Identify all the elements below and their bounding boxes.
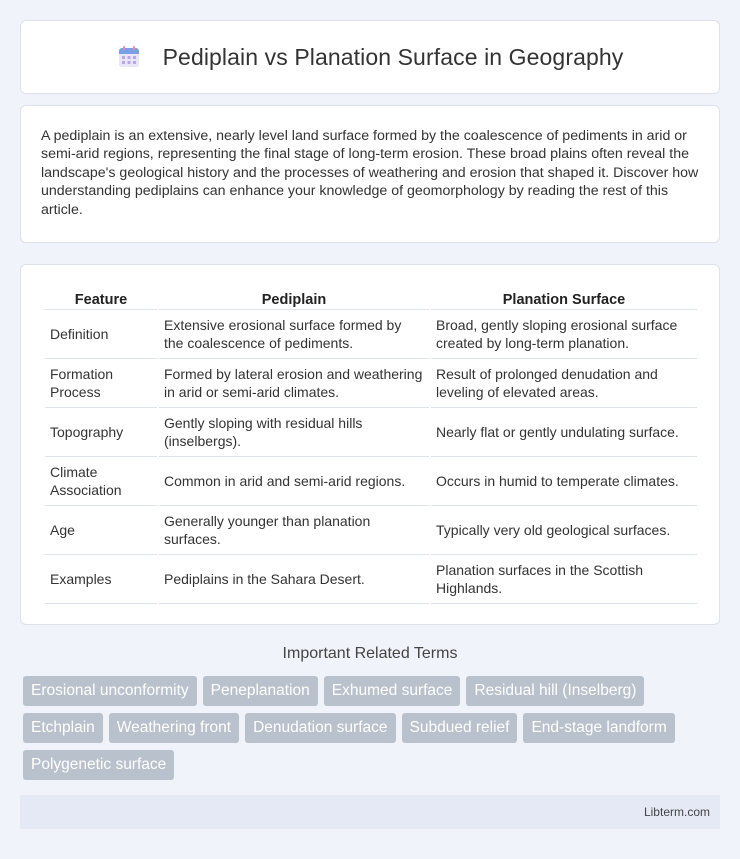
table-header-row [45, 285, 697, 310]
table-row [45, 359, 697, 408]
table-row [45, 408, 697, 457]
row-feature: Definition [45, 310, 157, 359]
related-term-tag[interactable]: Denudation surface [245, 713, 395, 743]
comparison-table [43, 285, 699, 604]
row-feature: Climate Association [45, 457, 157, 506]
row-feature: Examples [45, 555, 157, 604]
page-title: Pediplain vs Planation Surface in Geography [162, 43, 624, 70]
related-term-tag[interactable]: Peneplanation [203, 676, 318, 706]
related-term-tag[interactable]: Weathering front [109, 713, 239, 743]
row-pediplain: Formed by lateral erosion and weathering in arid or semi-arid climates. [159, 359, 429, 408]
row-feature: Formation Process [45, 359, 157, 408]
row-feature: Age [45, 506, 157, 555]
related-terms-list [23, 676, 723, 780]
intro-text: A pediplain is an extensive, nearly level land surface formed by the coalescence of pediments in arid or semi-arid regions, representing the final stage of long-term erosion. These broad plains often reveal the landscape's geological history and the processes of weathering and erosion that shaped it. Discover how understanding pediplains can enhance your knowledge of geomorphology by reading the rest of this article. [41, 128, 699, 218]
related-term-tag[interactable]: Erosional unconformity [23, 676, 197, 706]
table-row [45, 457, 697, 506]
row-planation: Result of prolonged denudation and leveling of elevated areas. [431, 359, 697, 408]
row-planation: Typically very old geological surfaces. [431, 506, 697, 555]
header-planation-surface: Planation Surface [431, 285, 697, 310]
calendar-icon [117, 45, 141, 69]
comparison-card [20, 264, 720, 625]
row-pediplain: Gently sloping with residual hills (inselbergs). [159, 408, 429, 457]
row-planation: Planation surfaces in the Scottish Highlands. [431, 555, 697, 604]
row-planation: Nearly flat or gently undulating surface. [431, 408, 697, 457]
related-term-tag[interactable]: End-stage landform [523, 713, 674, 743]
row-pediplain: Pediplains in the Sahara Desert. [159, 555, 429, 604]
related-term-tag[interactable]: Subdued relief [402, 713, 518, 743]
table-row [45, 310, 697, 359]
related-terms-title: Important Related Terms [282, 645, 458, 662]
row-feature: Topography [45, 408, 157, 457]
header-feature: Feature [45, 285, 157, 310]
row-pediplain: Extensive erosional surface formed by the coalescence of pediments. [159, 310, 429, 359]
footer [20, 795, 720, 829]
row-pediplain: Common in arid and semi-arid regions. [159, 457, 429, 506]
row-pediplain: Generally younger than planation surfaces. [159, 506, 429, 555]
related-term-tag[interactable]: Residual hill (Inselberg) [466, 676, 644, 706]
header-pediplain: Pediplain [159, 285, 429, 310]
header-card [20, 20, 720, 94]
related-term-tag[interactable]: Exhumed surface [324, 676, 461, 706]
intro-card [20, 105, 720, 243]
table-row [45, 555, 697, 604]
row-planation: Broad, gently sloping erosional surface created by long-term planation. [431, 310, 697, 359]
table-row [45, 506, 697, 555]
row-planation: Occurs in humid to temperate climates. [431, 457, 697, 506]
footer-site-link[interactable]: Libterm.com [643, 805, 710, 819]
related-term-tag[interactable]: Etchplain [23, 713, 103, 743]
related-term-tag[interactable]: Polygenetic surface [23, 750, 174, 780]
